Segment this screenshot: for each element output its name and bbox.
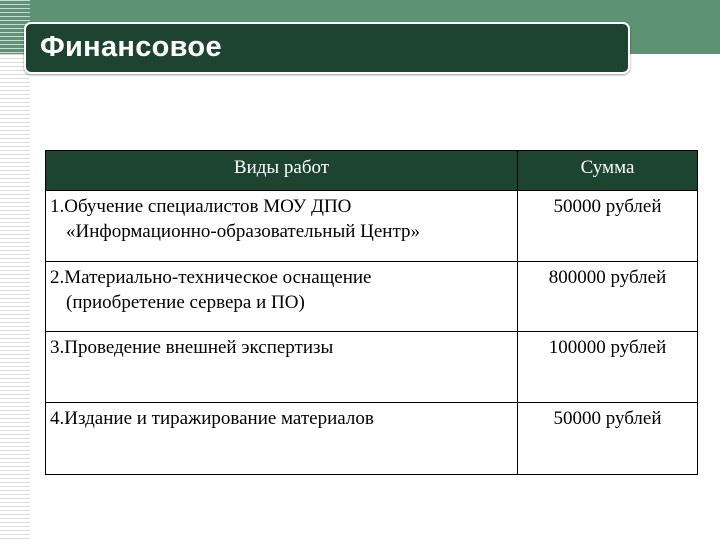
row-1-work-line1: 1.Обучение специалистов МОУ ДПО bbox=[50, 196, 352, 217]
row-1-work-line2: «Информационно-образовательный Центр» bbox=[66, 221, 420, 242]
slide-title: Финансовое bbox=[40, 31, 222, 63]
row-2-work-line2: (приобретение сервера и ПО) bbox=[66, 292, 305, 313]
row-2-work-line1: 2.Материально-техническое оснащение bbox=[50, 267, 372, 288]
row-1-work bbox=[46, 191, 518, 262]
header-sum: Сумма bbox=[518, 151, 697, 191]
decorative-stripes bbox=[0, 54, 30, 540]
row-2-sum: 800000 рублей bbox=[518, 262, 697, 332]
row-4-work-line1: 4.Издание и тиражирование материалов bbox=[50, 408, 374, 429]
row-2-work bbox=[46, 262, 518, 332]
row-1-sum: 50000 рублей bbox=[518, 191, 697, 262]
row-3-work bbox=[46, 332, 518, 403]
finance-table bbox=[45, 150, 698, 475]
row-3-work-line1: 3.Проведение внешней экспертизы bbox=[50, 337, 334, 358]
title-box bbox=[24, 22, 630, 74]
header-work-types: Виды работ bbox=[46, 151, 518, 191]
row-4-work bbox=[46, 403, 518, 474]
row-3-sum: 100000 рублей bbox=[518, 332, 697, 403]
row-4-sum: 50000 рублей bbox=[553, 408, 662, 429]
